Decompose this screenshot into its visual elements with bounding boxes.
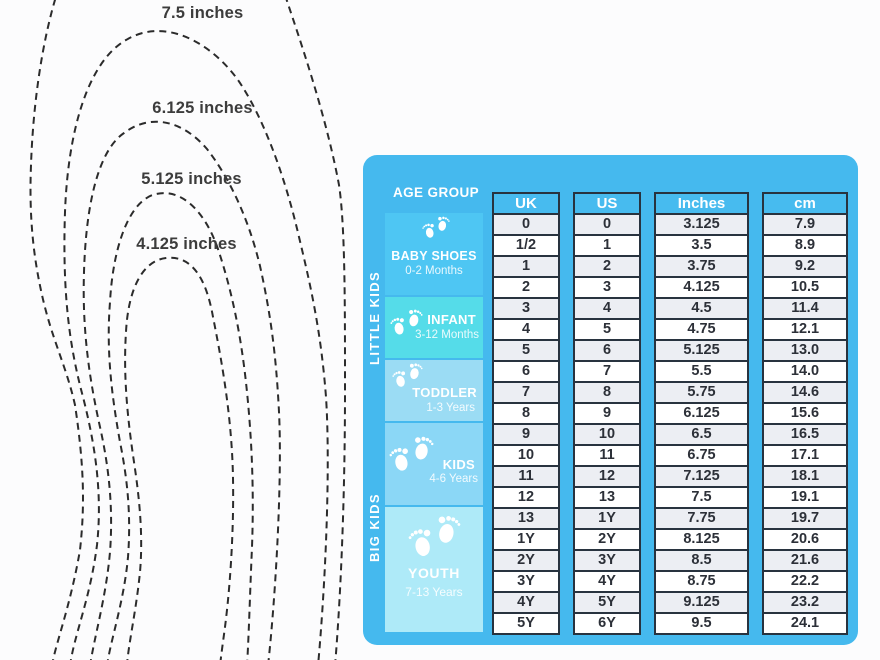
table-cell: 5.75 bbox=[654, 381, 749, 404]
age-group-infant bbox=[385, 297, 483, 358]
table-column-us bbox=[573, 192, 641, 635]
age-group-range: 0-2 Months bbox=[405, 265, 463, 277]
foot-outline-7-5 bbox=[64, 31, 327, 660]
table-cell: 2Y bbox=[573, 528, 641, 551]
column-header: UK bbox=[492, 192, 560, 215]
table-cell: 22.2 bbox=[762, 570, 848, 593]
table-cell: 6.75 bbox=[654, 444, 749, 467]
table-cell: 18.1 bbox=[762, 465, 848, 488]
age-group-name: BABY SHOES bbox=[391, 249, 477, 263]
table-cell: 5.125 bbox=[654, 339, 749, 362]
table-cell: 23.2 bbox=[762, 591, 848, 614]
table-cell: 1 bbox=[573, 234, 641, 257]
age-group-range: 7-13 Years bbox=[405, 585, 463, 599]
table-cell: 4.125 bbox=[654, 276, 749, 299]
section-label-little-kids: LITTLE KIDS bbox=[367, 270, 382, 366]
age-group-youth bbox=[385, 507, 483, 632]
table-cell: 5 bbox=[492, 339, 560, 362]
table-cell: 8 bbox=[573, 381, 641, 404]
table-cell: 19.1 bbox=[762, 486, 848, 509]
table-cell: 3Y bbox=[573, 549, 641, 572]
table-cell: 12 bbox=[573, 465, 641, 488]
table-cell: 5Y bbox=[492, 612, 560, 635]
age-group-name: KIDS bbox=[442, 457, 475, 472]
table-cell: 15.6 bbox=[762, 402, 848, 425]
table-cell: 3.125 bbox=[654, 213, 749, 236]
age-group-range: 4-6 Years bbox=[429, 473, 478, 485]
column-header: US bbox=[573, 192, 641, 215]
size-table bbox=[492, 192, 848, 635]
outline-label-7-5: 7.5 inches bbox=[161, 4, 244, 22]
table-cell: 4.75 bbox=[654, 318, 749, 341]
column-header: Inches bbox=[654, 192, 749, 215]
table-cell: 2 bbox=[492, 276, 560, 299]
table-cell: 6.125 bbox=[654, 402, 749, 425]
table-cell: 13.0 bbox=[762, 339, 848, 362]
table-cell: 1Y bbox=[573, 507, 641, 530]
table-cell: 20.6 bbox=[762, 528, 848, 551]
outline-label-4-125: 4.125 inches bbox=[136, 235, 237, 253]
table-cell: 7 bbox=[573, 360, 641, 383]
table-cell: 3.75 bbox=[654, 255, 749, 278]
table-cell: 4 bbox=[492, 318, 560, 341]
table-cell: 7.75 bbox=[654, 507, 749, 530]
table-cell: 1 bbox=[492, 255, 560, 278]
table-cell: 4.5 bbox=[654, 297, 749, 320]
table-cell: 19.7 bbox=[762, 507, 848, 530]
table-cell: 11 bbox=[492, 465, 560, 488]
table-cell: 24.1 bbox=[762, 612, 848, 635]
age-group-baby-shoes bbox=[385, 213, 483, 295]
table-column-inches bbox=[654, 192, 749, 635]
table-cell: 7.125 bbox=[654, 465, 749, 488]
table-cell: 17.1 bbox=[762, 444, 848, 467]
table-cell: 10.5 bbox=[762, 276, 848, 299]
table-cell: 8.125 bbox=[654, 528, 749, 551]
table-cell: 8.5 bbox=[654, 549, 749, 572]
table-cell: 14.0 bbox=[762, 360, 848, 383]
table-cell: 7 bbox=[492, 381, 560, 404]
table-cell: 11.4 bbox=[762, 297, 848, 320]
table-cell: 10 bbox=[573, 423, 641, 446]
table-cell: 3 bbox=[573, 276, 641, 299]
table-cell: 12 bbox=[492, 486, 560, 509]
table-cell: 9.2 bbox=[762, 255, 848, 278]
table-cell: 5Y bbox=[573, 591, 641, 614]
table-cell: 14.6 bbox=[762, 381, 848, 404]
baby-feet-icon bbox=[422, 216, 450, 240]
table-cell: 6Y bbox=[573, 612, 641, 635]
table-cell: 11 bbox=[573, 444, 641, 467]
table-cell: 0 bbox=[573, 213, 641, 236]
table-cell: 3 bbox=[492, 297, 560, 320]
age-group-range: 3-12 Months bbox=[415, 329, 479, 341]
table-cell: 1Y bbox=[492, 528, 560, 551]
size-chart-panel bbox=[363, 155, 858, 645]
table-cell: 3.5 bbox=[654, 234, 749, 257]
table-cell: 8.75 bbox=[654, 570, 749, 593]
section-label-big-kids: BIG KIDS bbox=[367, 493, 382, 563]
table-cell: 5.5 bbox=[654, 360, 749, 383]
baby-feet-icon bbox=[408, 515, 461, 560]
table-cell: 21.6 bbox=[762, 549, 848, 572]
age-group-name: TODDLER bbox=[412, 385, 477, 400]
table-cell: 6.5 bbox=[654, 423, 749, 446]
table-cell: 8 bbox=[492, 402, 560, 425]
age-group-range: 1-3 Years bbox=[426, 402, 475, 414]
table-cell: 2 bbox=[573, 255, 641, 278]
age-group-kids bbox=[385, 423, 483, 505]
table-cell: 5 bbox=[573, 318, 641, 341]
table-cell: 10 bbox=[492, 444, 560, 467]
table-cell: 12.1 bbox=[762, 318, 848, 341]
table-cell: 9 bbox=[573, 402, 641, 425]
table-cell: 16.5 bbox=[762, 423, 848, 446]
table-cell: 13 bbox=[573, 486, 641, 509]
table-cell: 8.9 bbox=[762, 234, 848, 257]
table-cell: 13 bbox=[492, 507, 560, 530]
table-cell: 4Y bbox=[492, 591, 560, 614]
foot-outline-4-125 bbox=[125, 258, 233, 660]
table-cell: 6 bbox=[492, 360, 560, 383]
table-cell: 9.125 bbox=[654, 591, 749, 614]
table-cell: 4 bbox=[573, 297, 641, 320]
table-cell: 4Y bbox=[573, 570, 641, 593]
table-cell: 9 bbox=[492, 423, 560, 446]
outline-label-6-125: 6.125 inches bbox=[152, 99, 253, 117]
outline-label-5-125: 5.125 inches bbox=[141, 170, 242, 188]
age-group-name: INFANT bbox=[427, 312, 476, 327]
table-cell: 6 bbox=[573, 339, 641, 362]
table-cell: 0 bbox=[492, 213, 560, 236]
column-header: cm bbox=[762, 192, 848, 215]
table-cell: 2Y bbox=[492, 549, 560, 572]
age-group-name: YOUTH bbox=[408, 565, 460, 581]
age-group-toddler bbox=[385, 360, 483, 421]
age-group-title: AGE GROUP bbox=[392, 185, 480, 200]
table-cell: 3Y bbox=[492, 570, 560, 593]
table-cell: 7.5 bbox=[654, 486, 749, 509]
table-column-uk bbox=[492, 192, 560, 635]
table-cell: 1/2 bbox=[492, 234, 560, 257]
table-cell: 7.9 bbox=[762, 213, 848, 236]
table-column-cm bbox=[762, 192, 848, 635]
table-cell: 9.5 bbox=[654, 612, 749, 635]
